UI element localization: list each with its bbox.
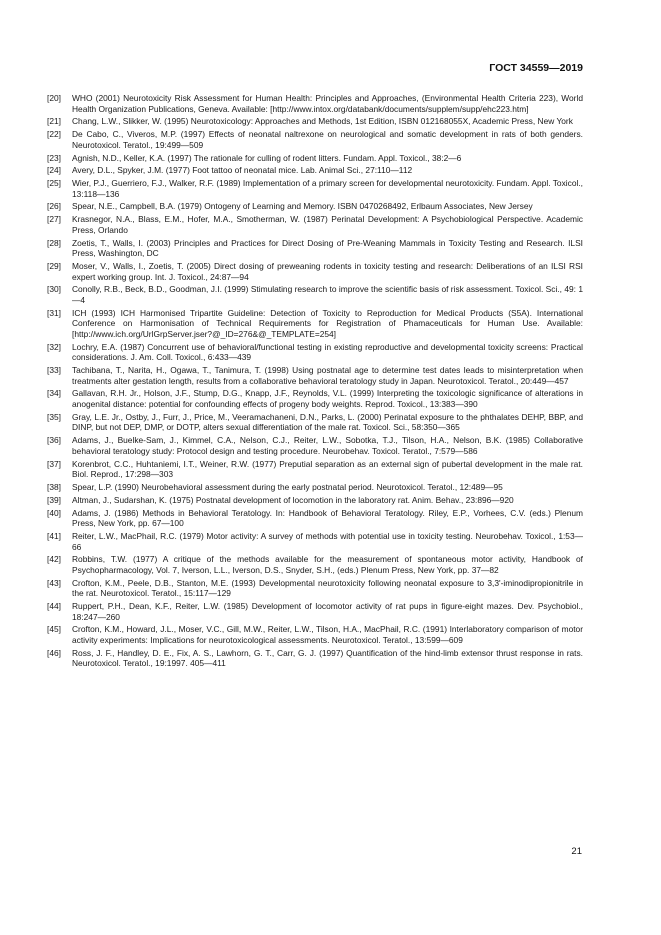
reference-number: [31] — [47, 307, 61, 318]
reference-text: De Cabo, C., Viveros, M.P. (1997) Effects of neonatal naltrexone on neurological and somatic development in rats of both genders. Neurotoxicol. Teratol., 19:499—509 — [72, 129, 583, 150]
reference-item — [47, 365, 583, 386]
reference-text: Korenbrot, C.C., Huhtaniemi, I.T., Weiner, R.W. (1977) Preputial separation as an external sign of pubertal development in the male rat. Biol. Reprod., 17:298—303 — [72, 458, 583, 480]
reference-text: Altman, J., Sudarshan, K. (1975) Postnatal development of locomotion in the laboratory rat. Anim. Behav., 23:896—920 — [72, 494, 514, 505]
reference-text: Robbins, T.W. (1977) A critique of the methods available for the measurement of spontaneous motor activity, Handbook of Psychopharmacology, Vol. 7, Iverson, L.L., Iverson, D.S., Snyder, S.H., (eds.) Plenum Press, New York, pp. 37—82 — [72, 554, 583, 575]
reference-item — [47, 214, 583, 235]
reference-text: ICH (1993) ICH Harmonised Tripartite Guideline: Detection of Toxicity to Reproduction for Medical Products (S5A). International Conference on Harmonisation of Technical Requirements for Registration of Phamaceuticals for Human Use. Available: [http://www.ich.org/UrlGrpServer.jser?@_ID=276&@_TEMPLATE=254] — [72, 307, 583, 339]
reference-number: [44] — [47, 601, 61, 612]
reference-number: [26] — [47, 201, 61, 212]
reference-number: [21] — [47, 116, 61, 127]
reference-item — [47, 624, 583, 645]
reference-text: Avery, D.L., Spyker, J.M. (1977) Foot tattoo of neonatal mice. Lab. Animal Sci., 27:110—112 — [72, 165, 413, 176]
reference-text: WHO (2001) Neurotoxicity Risk Assessment for Human Health: Principles and Approaches, (Environmental Health Criteria 223), World Health Organization Publications, Geneva. Available: [http://www.intox.org/databank/documents/supplem/supp/ehc223.htm] — [72, 93, 583, 114]
reference-number: [24] — [47, 165, 61, 176]
reference-number: [32] — [47, 341, 61, 352]
reference-number: [46] — [47, 647, 61, 658]
reference-item — [47, 165, 583, 176]
reference-number: [27] — [47, 214, 61, 225]
reference-item — [47, 93, 583, 114]
reference-text: Crofton, K.M., Peele, D.B., Stanton, M.E. (1993) Developmental neurotoxicity following neonatal exposure to 3,3'-iminodipropionitrile in the rat. Neurotoxicol. Teratol., 15:117—129 — [72, 577, 583, 599]
reference-item — [47, 601, 583, 622]
reference-number: [22] — [47, 129, 61, 140]
reference-number: [33] — [47, 365, 61, 376]
reference-item — [47, 342, 583, 363]
reference-item — [47, 116, 583, 127]
reference-text: Adams, J. (1986) Methods in Behavioral Teratology. In: Handbook of Behavioral Teratology. Riley, E.P., Vorhees, C.V. (eds.) Plenum Press, New York, pp. 67—100 — [72, 507, 583, 529]
reference-item — [47, 578, 583, 599]
reference-item — [47, 178, 583, 199]
reference-item — [47, 153, 583, 164]
reference-text: Wier, P.J., Guerriero, F.J., Walker, R.F. (1989) Implementation of a primary screen for developmental neurotoxicity. Fundam. Appl. Toxicol., 13:118—136 — [72, 178, 583, 199]
reference-text: Agnish, N.D., Keller, K.A. (1997) The rationale for culling of rodent litters. Fundam. Appl. Toxicol., 38:2—6 — [72, 152, 462, 163]
reference-number: [23] — [47, 152, 61, 163]
reference-text: Spear, L.P. (1990) Neurobehavioral assessment during the early postnatal period. Neurotoxicol. Teratol., 12:489—95 — [72, 481, 503, 492]
reference-number: [37] — [47, 458, 61, 469]
reference-number: [39] — [47, 494, 61, 505]
reference-number: [41] — [47, 530, 61, 541]
reference-text: Crofton, K.M., Howard, J.L., Moser, V.C., Gill, M.W., Reiter, L.W., Tilson, H.A., MacPhail, R.C. (1991) Interlaboratory comparison of motor activity experiments: Implications for neurotoxicological assessments. Neurotoxicol. Teratol., 13:599—609 — [72, 624, 583, 645]
reference-item — [47, 412, 583, 433]
document-code-header: ГОСТ 34559—2019 — [489, 62, 583, 74]
reference-item — [47, 459, 583, 480]
reference-item — [47, 261, 583, 282]
reference-text: Lochry, E.A. (1987) Concurrent use of behavioral/functional testing in existing reproductive and developmental toxicity screens: Practical considerations. J. Am. Coll. Toxicol., 6:433—439 — [72, 341, 583, 363]
reference-item — [47, 508, 583, 529]
reference-text: Ruppert, P.H., Dean, K.F., Reiter, L.W. (1985) Development of locomotor activity of rat pups in figure-eight mazes. Dev. Psychobiol., 18:247—260 — [72, 601, 583, 622]
page-number: 21 — [571, 846, 582, 857]
reference-item — [47, 495, 583, 506]
reference-item — [47, 308, 583, 340]
reference-text: Ross, J. F., Handley, D. E., Fix, A. S., Lawhorn, G. T., Carr, G. J. (1997) Quantification of the hind-limb extensor thrust response in rats. Neurotoxicol. Teratol., 19:1997. 405—411 — [72, 647, 583, 669]
reference-number: [36] — [47, 435, 61, 446]
reference-number: [45] — [47, 624, 61, 635]
reference-text: Spear, N.E., Campbell, B.A. (1979) Ontogeny of Learning and Memory. ISBN 0470268492, Erlbaum Associates, New Jersey — [72, 201, 533, 212]
reference-number: [28] — [47, 237, 61, 248]
reference-number: [42] — [47, 554, 61, 565]
reference-text: Moser, V., Walls, I., Zoetis, T. (2005) Direct dosing of preweaning rodents in toxicity testing and research: Deliberations of an ILSI RSI expert working group. Int. J. Toxicol., 24:87—94 — [72, 261, 583, 282]
reference-number: [38] — [47, 481, 61, 492]
reference-item — [47, 388, 583, 409]
reference-text: Tachibana, T., Narita, H., Ogawa, T., Tanimura, T. (1998) Using postnatal age to determine test dates leads to misinterpretation when treatments alter gestation length, results from a collaborative behavioral teratology study in Japan. Neurotoxicol. Teratol., 20:449—457 — [72, 365, 583, 386]
reference-item — [47, 554, 583, 575]
reference-item — [47, 238, 583, 259]
reference-item — [47, 435, 583, 456]
reference-number: [30] — [47, 284, 61, 295]
reference-text: Krasnegor, N.A., Blass, E.M., Hofer, M.A., Smotherman, W. (1987) Perinatal Development: A Psychobiological Perspective. Academic Press, Orlando — [72, 214, 583, 235]
reference-text: Reiter, L.W., MacPhail, R.C. (1979) Motor activity: A survey of methods with potential use in toxicity testing. Neurobehav. Toxicol., 1:53—66 — [72, 530, 583, 552]
reference-number: [40] — [47, 507, 61, 518]
reference-text: Zoetis, T., Walls, I. (2003) Principles and Practices for Direct Dosing of Pre-Weaning Mammals in Toxicity Testing and Research. ILSI Press, Washington, DC — [72, 237, 583, 259]
reference-number: [20] — [47, 93, 61, 103]
reference-item — [47, 129, 583, 150]
reference-text: Gallavan, R.H. Jr., Holson, J.F., Stump, D.G., Knapp, J.F., Reynolds, V.L. (1999) Interpreting the toxicologic significance of alterations in anogenital distance: potential for confounding effects of progeny body weights. Reprod. Toxicol., 13:383—390 — [72, 388, 583, 410]
reference-number: [35] — [47, 411, 61, 422]
reference-number: [25] — [47, 178, 61, 189]
reference-number: [34] — [47, 388, 61, 399]
reference-item — [47, 201, 583, 212]
reference-text: Adams, J., Buelke-Sam, J., Kimmel, C.A., Nelson, C.J., Reiter, L.W., Sobotka, T.J., Tilson, H.A., Nelson, B.K. (1985) Collaborative behavioral teratology study: Protocol design and testing procedure. Neurobehav. Toxicol. Teratol., 7:579—586 — [72, 435, 583, 456]
reference-item — [47, 284, 583, 305]
reference-number: [29] — [47, 261, 61, 271]
reference-item — [47, 482, 583, 493]
reference-item — [47, 648, 583, 669]
reference-number: [43] — [47, 577, 61, 588]
reference-list — [47, 93, 583, 671]
reference-text: Gray, L.E. Jr., Ostby, J., Furr, J., Price, M., Veeramachaneni, D.N., Parks, L. (2000) Perinatal exposure to the phthalates DEHP, BBP, and DINP, but not DEP, DMP, or DOTP, alters sexual differentiation of the male rat. Toxicol. Sci., 58:350—365 — [72, 411, 583, 433]
reference-text: Conolly, R.B., Beck, B.D., Goodman, J.I. (1999) Stimulating research to improve the scientific basis of risk assessment. Toxicol. Sci., 49: 1—4 — [72, 284, 583, 305]
reference-text: Chang, L.W., Slikker, W. (1995) Neurotoxicology: Approaches and Methods, 1st Edition, ISBN 012168055X, Academic Press, New York — [72, 116, 573, 127]
reference-item — [47, 531, 583, 552]
